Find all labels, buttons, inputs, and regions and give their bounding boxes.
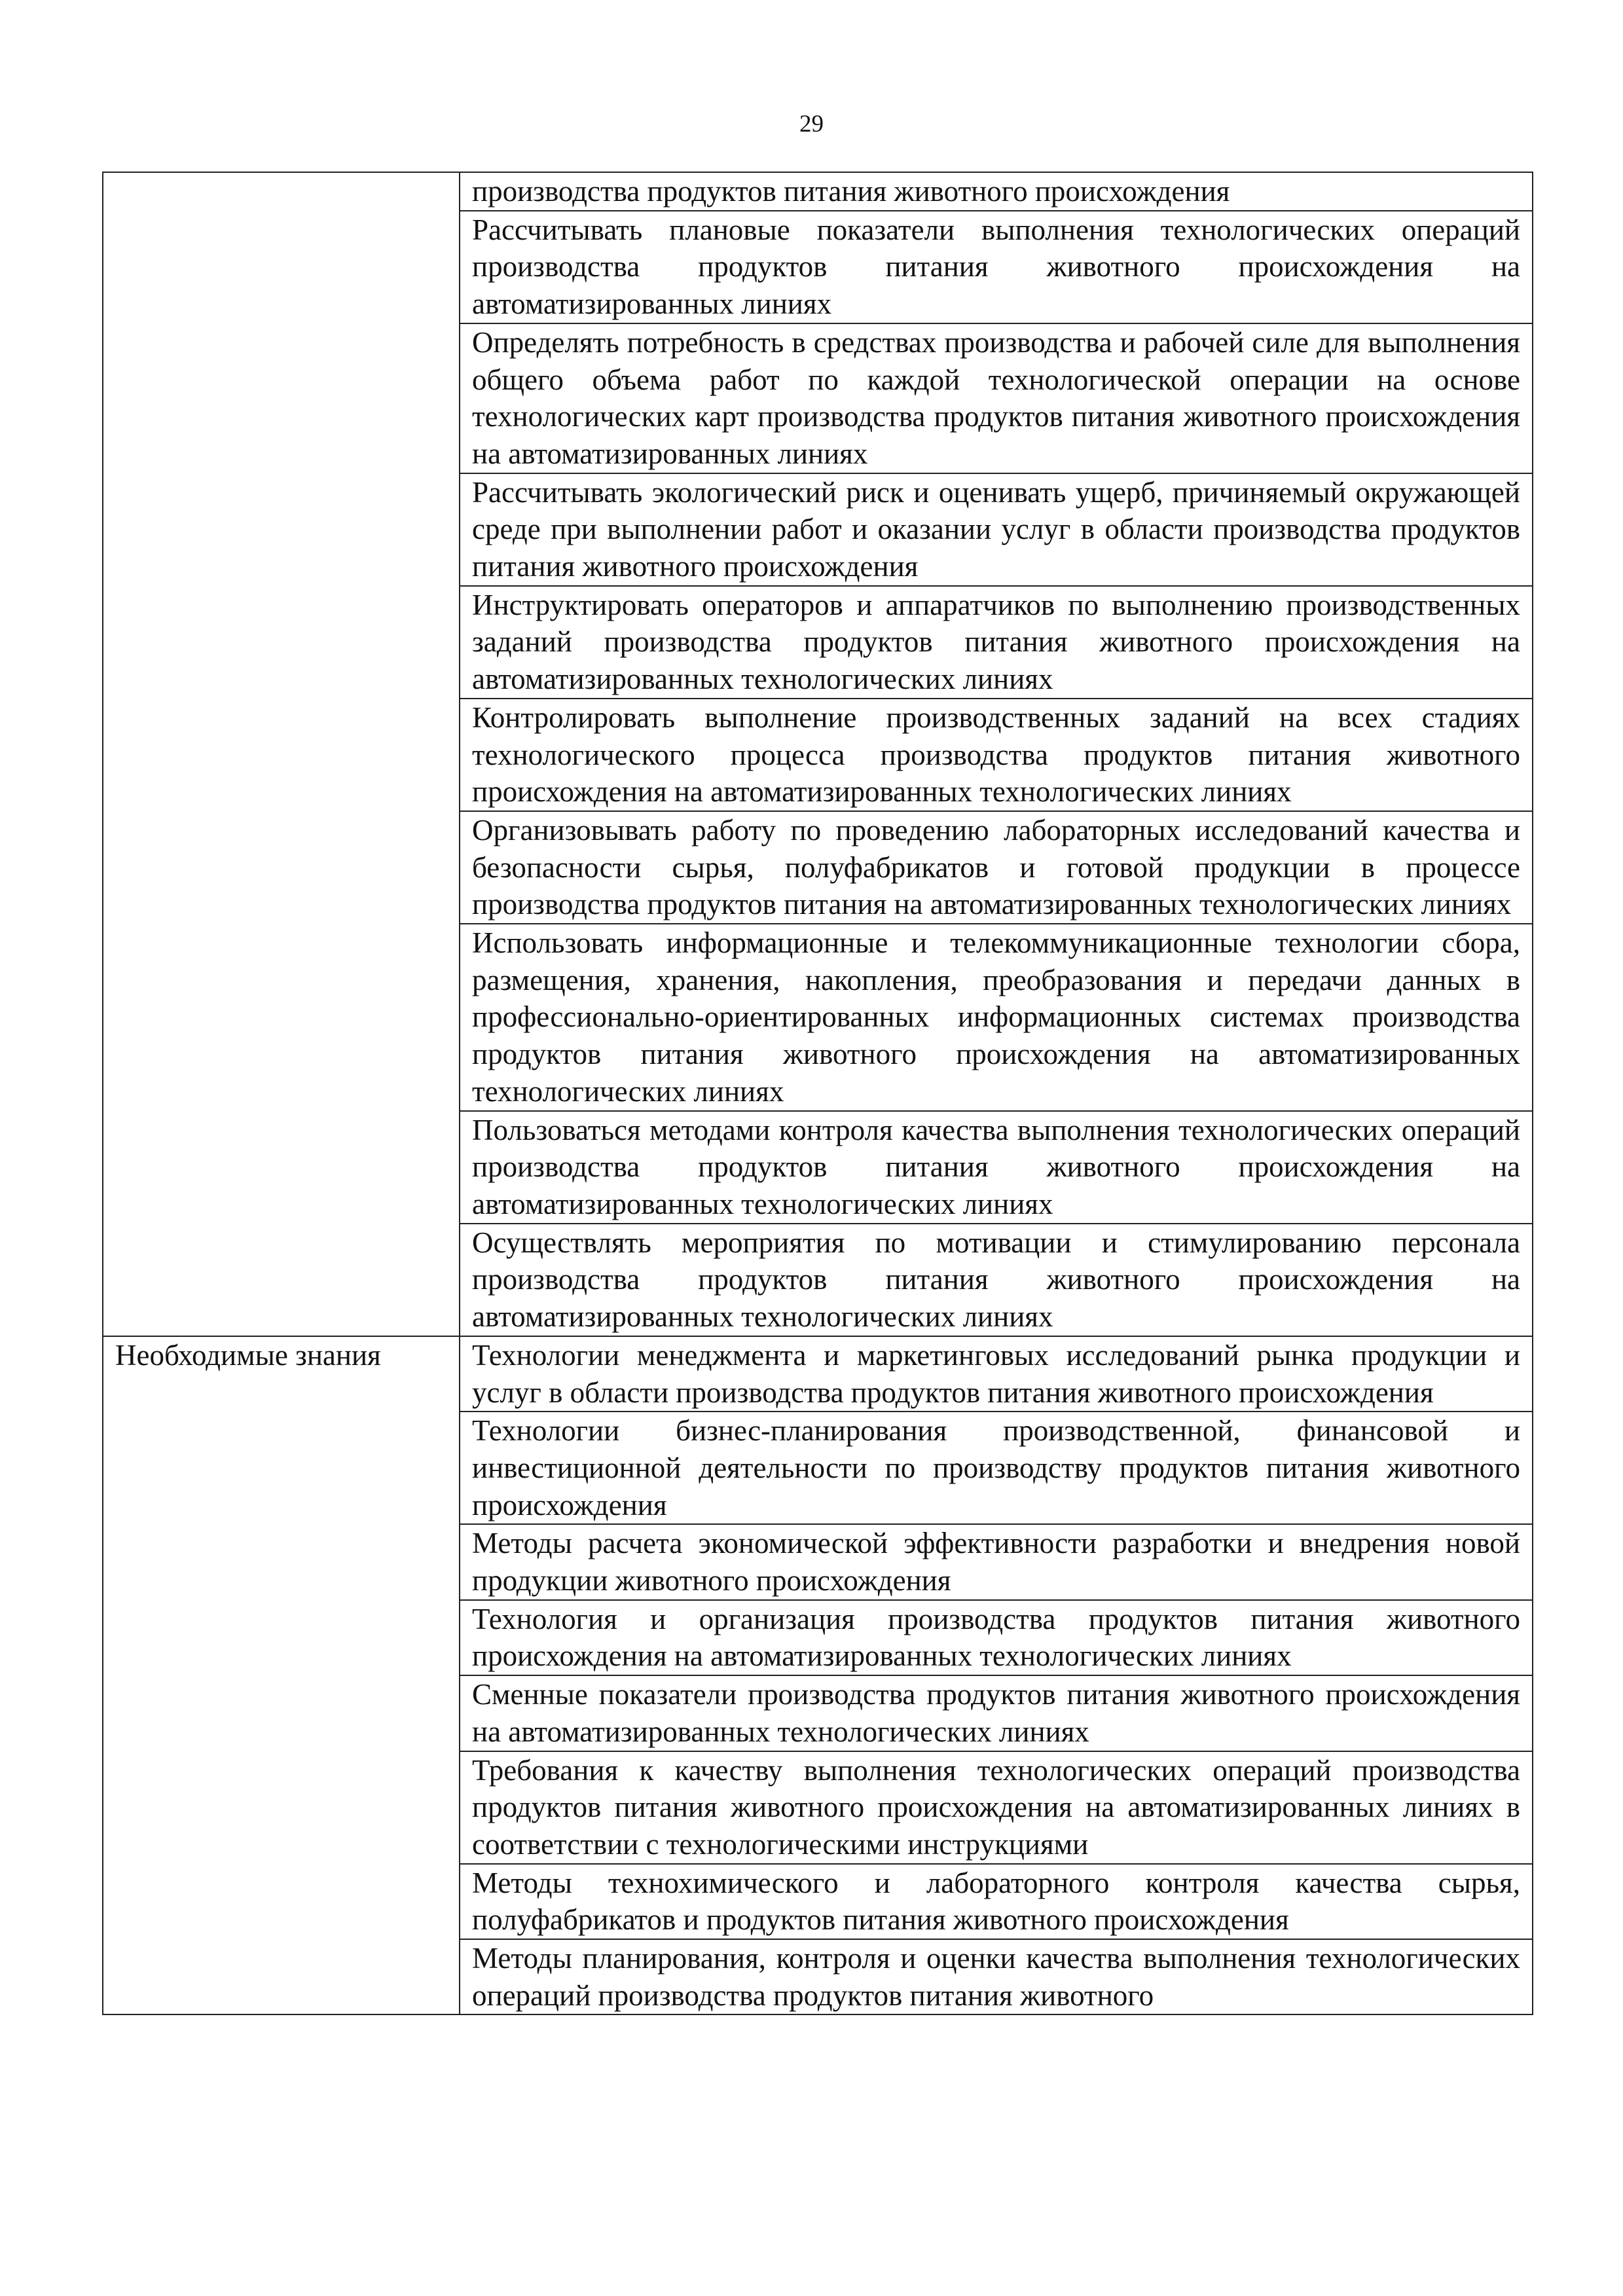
- skill-cell: [460, 323, 1533, 473]
- knowledge-text: Технологии менеджмента и маркетинговых исследований рынка продукции и услуг в области производства продуктов питания животного происхождения: [472, 1338, 1520, 1409]
- skill-text: Осуществлять мероприятия по мотивации и стимулированию персонала производства продуктов питания животного происхождения на автоматизированных технологических линиях: [472, 1226, 1520, 1334]
- skill-text: Инструктировать операторов и аппаратчиков по выполнению производственных заданий производства продуктов питания животного происхождения на автоматизированных технологических линиях: [472, 588, 1520, 696]
- skill-text: Определять потребность в средствах производства и рабочей силе для выполнения общего объема работ по каждой технологической операции на основе технологических карт производства продуктов питания животного происхождения на автоматизированных линиях: [472, 325, 1520, 470]
- skill-text: Рассчитывать плановые показатели выполнения технологических операций производства продуктов питания животного происхождения на автоматизированных линиях: [472, 213, 1520, 321]
- knowledge-text: Сменные показатели производства продуктов питания животного происхождения на автоматизированных технологических линиях: [472, 1678, 1520, 1748]
- skill-cell: [460, 211, 1533, 323]
- skill-text: Рассчитывать экологический риск и оценивать ущерб, причиняемый окружающей среде при выполнении работ и оказании услуг в области производства продуктов питания животного происхождения: [472, 475, 1520, 583]
- knowledge-text: Технология и организация производства продуктов питания животного происхождения на автоматизированных технологических линиях: [472, 1602, 1520, 1673]
- knowledge-label-cell: [103, 1336, 460, 2015]
- skill-cell: [460, 924, 1533, 1111]
- table-row: [103, 1336, 1533, 1412]
- knowledge-text: Методы технохимического и лабораторного контроля качества сырья, полуфабрикатов и продуктов питания животного происхождения: [472, 1866, 1520, 1937]
- skill-cell: [460, 473, 1533, 586]
- knowledge-cell: [460, 1600, 1533, 1675]
- competency-table: [102, 172, 1533, 2015]
- skill-text: Использовать информационные и телекоммуникационные технологии сбора, размещения, хранения, накопления, преобразования и передачи данных в профессионально-ориентированных информационных системах производства продуктов питания животного происхождения на автоматизированных технологических линиях: [472, 926, 1520, 1108]
- knowledge-text: Технологии бизнес-планирования производственной, финансовой и инвестиционной деятельности по производству продуктов питания животного происхождения: [472, 1414, 1520, 1522]
- knowledge-text: Требования к качеству выполнения технологических операций производства продуктов питания животного происхождения на автоматизированных линиях в соответствии с технологическими инструкциями: [472, 1753, 1520, 1861]
- knowledge-cell: [460, 1864, 1533, 1939]
- skill-cell: [460, 172, 1533, 211]
- skill-text: Организовывать работу по проведению лабораторных исследований качества и безопасности сырья, полуфабрикатов и готовой продукции в процессе производства продуктов питания на автоматизированных технологических линиях: [472, 813, 1520, 921]
- knowledge-cell: [460, 1751, 1533, 1864]
- knowledge-cell: [460, 1524, 1533, 1599]
- knowledge-text: Методы расчета экономической эффективности разработки и внедрения новой продукции животного происхождения: [472, 1527, 1520, 1597]
- knowledge-cell: [460, 1336, 1533, 1412]
- knowledge-cell: [460, 1675, 1533, 1751]
- skill-cell: [460, 586, 1533, 699]
- skill-text: Пользоваться методами контроля качества выполнения технологических операций производства продуктов питания животного происхождения на автоматизированных технологических линиях: [472, 1113, 1520, 1220]
- skill-text: Контролировать выполнение производственных заданий на всех стадиях технологического процесса производства продуктов питания животного происхождения на автоматизированных технологических линиях: [472, 701, 1520, 809]
- skill-cell: [460, 811, 1533, 924]
- skill-text: производства продуктов питания животного происхождения: [472, 175, 1230, 208]
- page-number: 29: [799, 111, 824, 137]
- knowledge-label: Необходимые знания: [115, 1338, 381, 1372]
- skill-cell: [460, 699, 1533, 811]
- skills-label-cell: [103, 172, 460, 1336]
- knowledge-cell: [460, 1412, 1533, 1524]
- knowledge-text: Методы планирования, контроля и оценки качества выполнения технологических операций производства продуктов питания животного: [472, 1942, 1520, 2012]
- skill-cell: [460, 1111, 1533, 1224]
- table-row: [103, 172, 1533, 211]
- knowledge-cell: [460, 1939, 1533, 2014]
- skill-cell: [460, 1224, 1533, 1336]
